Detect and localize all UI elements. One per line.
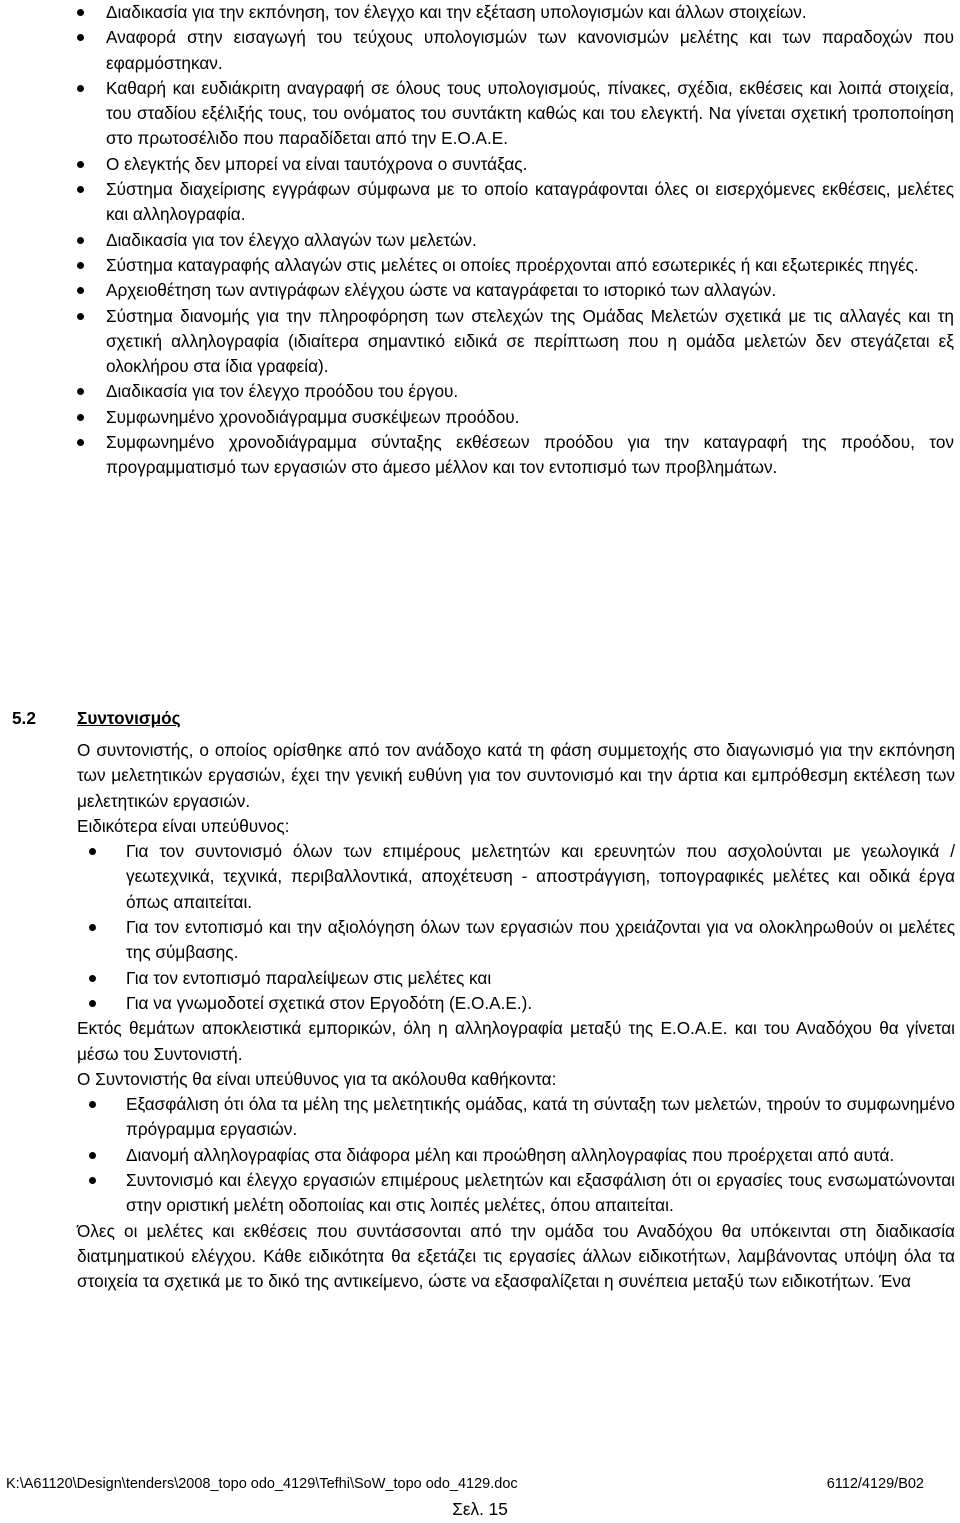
list-item	[0, 966, 955, 991]
list-item	[0, 0, 954, 25]
list-item	[0, 228, 954, 253]
bullet-icon	[77, 186, 84, 193]
list-item-text: Διαδικασία για τον έλεγχο αλλαγών των μελετών.	[106, 229, 477, 250]
bullet-icon	[77, 287, 84, 294]
list-item-text: Συμφωνημένο χρονοδιάγραμμα συσκέψεων προόδου.	[106, 406, 520, 427]
duties-list	[0, 1092, 960, 1218]
list-item	[0, 430, 954, 481]
list-item	[0, 991, 955, 1016]
bullet-icon	[77, 439, 84, 446]
section-heading	[0, 708, 960, 738]
bullet-icon	[89, 1152, 96, 1159]
list-item	[0, 379, 954, 404]
section-number: 5.2	[12, 708, 36, 728]
bullet-icon	[89, 1177, 96, 1184]
bullet-icon	[89, 848, 96, 855]
bullet-icon	[77, 34, 84, 41]
list-item	[0, 152, 954, 177]
bullet-icon	[77, 414, 84, 421]
list-item-text: Σύστημα διαχείρισης εγγράφων σύμφωνα με το οποίο καταγράφονται όλες οι εισερχόμενες εκθέσεις, μελέτες και αλληλογραφία.	[106, 179, 954, 225]
list-item-text: Ο ελεγκτής δεν μπορεί να είναι ταυτόχρονα ο συντάξας.	[106, 153, 528, 174]
list-item-text: Διαδικασία για την εκπόνηση, τον έλεγχο και την εξέταση υπολογισμών και άλλων στοιχείων.	[106, 2, 807, 22]
bullet-icon	[89, 975, 96, 982]
section-intro: Ο συντονιστής, ο οποίος ορίσθηκε από τον ανάδοχο κατά τη φάση συμμετοχής στο διαγωνισμό για την εκπόνηση των μελετητικών εργασιών, έχει την γενική ευθύνη για τον συντονισμό και την άρτια και εμπρόθεσμη εκτέλεση των μελετητικών εργασιών.	[77, 740, 955, 811]
bullet-icon	[77, 313, 84, 320]
list-item	[0, 278, 954, 303]
duties-label: Ο Συντονιστής θα είναι υπεύθυνος για τα ακόλουθα καθήκοντα:	[77, 1068, 557, 1089]
bullet-icon	[77, 9, 84, 16]
list-item	[0, 405, 954, 430]
bullet-icon	[77, 262, 84, 269]
responsible-list	[0, 839, 960, 1016]
list-item-text: Για τον εντοπισμό και την αξιολόγηση όλων των εργασιών που χρειάζονται για να ολοκληρωθούν οι μελέτες της σύμβασης.	[126, 917, 955, 963]
section-title: Συντονισμός	[77, 708, 181, 728]
bullet-icon	[77, 237, 84, 244]
bullet-icon	[77, 85, 84, 92]
list-item	[0, 25, 954, 76]
list-item-text: Σύστημα καταγραφής αλλαγών στις μελέτες οι οποίες προέρχονται από εσωτερικές ή και εξωτερικές πηγές.	[106, 254, 919, 275]
list-item-text: Αρχειοθέτηση των αντιγράφων ελέγχου ώστε να καταγράφεται το ιστορικό των αλλαγών.	[106, 280, 777, 301]
section-coordination	[0, 708, 960, 1295]
list-item-text: Για τον εντοπισμό παραλείψεων στις μελέτες και	[126, 967, 492, 988]
footer-file-path: K:\A61120\Design\tenders\2008_topo odo_4129\Tefhi\SoW_topo odo_4129.doc	[6, 1476, 518, 1492]
list-item	[0, 915, 955, 966]
list-item-text: Σύστημα διανομής για την πληροφόρηση των στελεχών της Ομάδας Μελετών σχετικά με τις αλλαγές και τη σχετική αλληλογραφία (ιδιαίτερα σημαντικό ειδικά σε περίπτωση που η ομάδα μελετών δεν στεγάζεται εξ ολοκλήρου στα ίδια γραφεία).	[106, 305, 954, 377]
list-item	[0, 1168, 955, 1219]
list-item-text: Εξασφάλιση ότι όλα τα μέλη της μελετητικής ομάδας, κατά τη σύνταξη των μελετών, τηρούν το συμφωνημένο πρόγραμμα εργασιών.	[126, 1094, 955, 1140]
list-item	[0, 839, 955, 915]
list-item	[0, 1092, 955, 1143]
paragraph-review: Όλες οι μελέτες και εκθέσεις που συντάσσονται από την ομάδα του Αναδόχου θα υπόκεινται στη διαδικασία διατμηματικού ελέγχου. Κάθε ειδικότητα θα εξετάζει τις εργασίες άλλων ειδικοτήτων, λαμβάνοντας υπόψη όλα τα στοιχεία τα σχετικά με το δικό της αντικείμενο, ώστε να εξασφαλίζεται η συνέπεια μεταξύ των ειδικοτήτων. Ένα	[77, 1220, 955, 1292]
list-item	[0, 304, 954, 380]
bullet-icon	[77, 161, 84, 168]
top-bullet-list	[0, 0, 960, 481]
list-item	[0, 177, 954, 228]
list-item-text: Διαδικασία για τον έλεγχο προόδου του έργου.	[106, 381, 459, 402]
list-item-text: Διανομή αλληλογραφίας στα διάφορα μέλη και προώθηση αλληλογραφίας που προέρχεται από αυτά.	[126, 1144, 895, 1165]
list-item-text: Συμφωνημένο χρονοδιάγραμμα σύνταξης εκθέσεων προόδου για την καταγραφή της προόδου, τον προγραμματισμό των εργασιών στο άμεσο μέλλον και τον εντοπισμό των προβλημάτων.	[106, 432, 954, 478]
list-item-text: Καθαρή και ευδιάκριτη αναγραφή σε όλους τους υπολογισμούς, πίνακες, σχέδια, εκθέσεις και λοιπά στοιχεία, του σταδίου εξέλιξής τους, του ονόματος του συντάκτη καθώς και του ελεγκτή. Να γίνεται σχετική τροποποίηση στο πρωτοσέλιδο που παραδίδεται από την Ε.Ο.Α.Ε.	[106, 77, 954, 149]
bullet-icon	[89, 924, 96, 931]
footer-doc-code: 6112/4129/B02	[826, 1476, 924, 1492]
page-footer	[0, 1476, 960, 1523]
list-item	[0, 76, 954, 152]
page-number: Σελ. 15	[452, 1499, 508, 1519]
bullet-icon	[89, 1101, 96, 1108]
bullet-icon	[77, 388, 84, 395]
list-item-text: Συντονισμό και έλεγχο εργασιών επιμέρους μελετητών και εξασφάλιση ότι οι εργασίες τους ενσωματώνονται στην οριστική μελέτη οδοποιίας και στις λοιπές μελέτες, όπου απαιτείται.	[126, 1170, 955, 1216]
paragraph-correspondence: Εκτός θεμάτων αποκλειστικά εμπορικών, όλη η αλληλογραφία μεταξύ της Ε.Ο.Α.Ε. και του Αναδόχου θα γίνεται μέσω του Συντονιστή.	[77, 1018, 955, 1064]
responsible-label: Ειδικότερα είναι υπεύθυνος:	[77, 815, 290, 836]
list-item	[0, 253, 954, 278]
list-item-text: Αναφορά στην εισαγωγή του τεύχους υπολογισμών των κανονισμών μελέτης και των παραδοχών που εφαρμόστηκαν.	[106, 27, 954, 73]
list-item-text: Για τον συντονισμό όλων των επιμέρους μελετητών και ερευνητών που ασχολούνται με γεωλογικά / γεωτεχνικά, τεχνικά, περιβαλλοντικά, αποχέτευση - αποστράγγιση, τοπογραφικές μελέτες και οδικά έργα όπως απαιτείται.	[126, 841, 955, 912]
bullet-icon	[89, 1000, 96, 1007]
list-item	[0, 1143, 955, 1168]
list-item-text: Για να γνωμοδοτεί σχετικά στον Εργοδότη (Ε.Ο.Α.Ε.).	[126, 992, 533, 1013]
